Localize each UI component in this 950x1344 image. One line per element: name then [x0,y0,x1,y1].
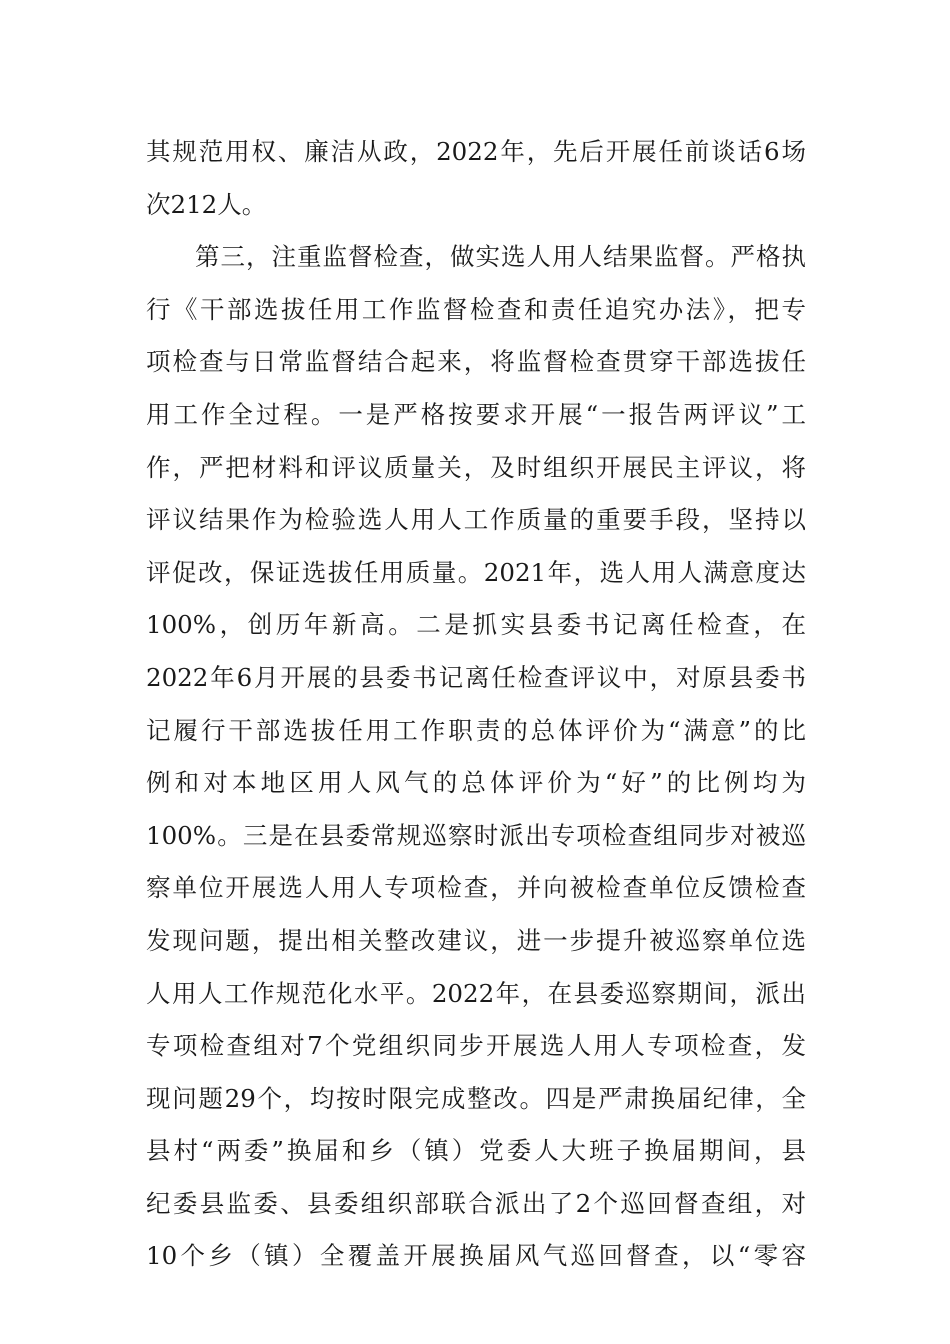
text-line: 100%。三是在县委常规巡察时派出专项检查组同步对被巡 [146,820,806,850]
text-line: 次212人。 [146,189,267,219]
text-line: 现问题29个，均按时限完成整改。四是严肃换届纪律，全 [146,1083,806,1113]
text-line: 10个乡（镇）全覆盖开展换届风气巡回督查，以“零容 [146,1241,806,1271]
text-line: 例和对本地区用人风气的总体评价为“好”的比例均为 [146,768,806,798]
text-line: 评促改，保证选拔任用质量。2021年，选人用人满意度达 [146,557,806,587]
text-line: 专项检查组对7个党组织同步开展选人用人专项检查，发 [146,1031,806,1061]
text-line: 发现问题，提出相关整改建议，进一步提升被巡察单位选 [146,925,806,955]
text-line: 100%，创历年新高。二是抓实县委书记离任检查，在 [146,610,806,640]
text-line: 用工作全过程。一是严格按要求开展“一报告两评议”工 [146,399,806,429]
text-line: 纪委县监委、县委组织部联合派出了2个巡回督查组，对 [146,1188,806,1218]
text-line: 评议结果作为检验选人用人工作质量的重要手段，坚持以 [146,505,806,535]
paragraph-start-line: 第三，注重监督检查，做实选人用人结果监督。严格执 [195,242,806,272]
text-line: 其规范用权、廉洁从政，2022年，先后开展任前谈话6场 [146,137,806,166]
text-line: 2022年6月开展的县委书记离任检查评议中，对原县委书 [146,662,806,692]
text-line: 记履行干部选拔任用工作职责的总体评价为“满意”的比 [146,715,806,745]
text-line: 行《干部选拔任用工作监督检查和责任追究办法》，把专 [146,294,806,324]
text-line: 项检查与日常监督结合起来，将监督检查贯穿干部选拔任 [146,347,806,377]
text-line: 作，严把材料和评议质量关，及时组织开展民主评议，将 [146,452,806,482]
body-text [146,126,806,1283]
text-line: 人用人工作规范化水平。2022年，在县委巡察期间，派出 [146,978,806,1008]
text-line: 县村“两委”换届和乡（镇）党委人大班子换届期间，县 [146,1136,806,1166]
text-line: 察单位开展选人用人专项检查，并向被检查单位反馈检查 [146,873,806,903]
